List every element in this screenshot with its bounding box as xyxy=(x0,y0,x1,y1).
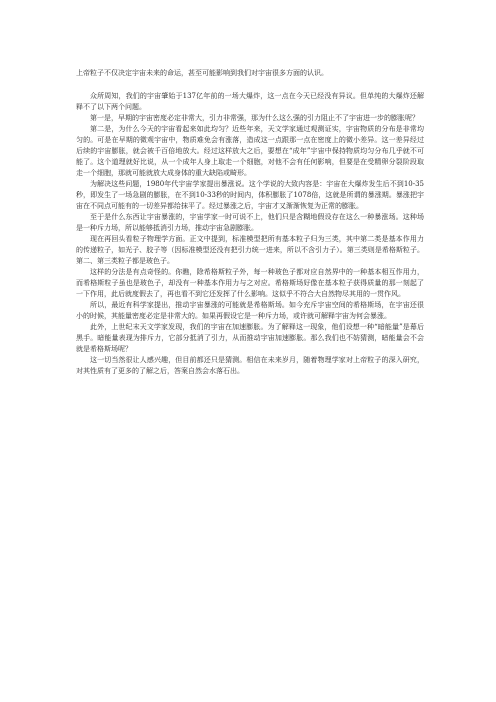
paragraph-2: 第一是，早期的宇宙密度必定非常大，引力非常强，那为什么这么强的引力阻止不了宇宙进一步的膨胀呢？ xyxy=(90,114,419,122)
paragraph-7: 这样的分法是有点奇怪的。你瞧，除希格斯粒子外，每一种玻色子都对应自然界中的一种基本相互作用力，而希格斯粒子虽也是玻色子，却没有一种基本作用力与之对应。希格斯场好像在基本粒子获得质量的那一刻起了一下作用，此后就度假去了，再也看不到它还发挥了什么影响。这似乎不符合大自然物尽其用的一贯作风。 xyxy=(76,268,424,298)
paragraph-5: 至于是什么东西让宇宙暴涨的，宇宙学家一时可说不上，他们只是含糊地假设存在这么一种暴涨场。这种场是一种斥力场，所以能够抵消引力场，推动宇宙急剧膨胀。 xyxy=(76,213,424,232)
paragraph-10: 这一切当然很让人感兴趣，但目前都还只是猜测。相信在未来岁月，随着物理学家对上帝粒子的深入研究，对其性质有了更多的了解之后，答案自然会水落石出。 xyxy=(76,356,424,375)
paragraph-6: 现在再回头看粒子物理学方面。正文中提到，标准模型把所有基本粒子归为三类，其中第二类是基本作用力的传递粒子，如光子、胶子等（因标准模型还没有把引力统一进来，所以不含引力子）。第三类则是希格斯粒子。第二、第三类粒子都是玻色子。 xyxy=(76,235,424,265)
paragraph-8: 所以，最近有科学家提出，推动宇宙暴涨的可能就是希格斯场。如今充斥宇宙空间的希格斯场，在宇宙还很小的时候，其能量密度必定是非常大的。如果再假设它是一种斥力场，或许就可解释宇宙为何会暴涨。 xyxy=(76,301,424,320)
paragraph-1: 众所周知，我们的宇宙肇始于137亿年前的一场大爆炸，这一点在今天已经没有异议。但单纯的大爆炸还解释不了以下两个问题。 xyxy=(76,92,424,111)
paragraph-9: 此外，上世纪末天文学家发现，我们的宇宙在加速膨胀。为了解释这一现象，他们设想一种“暗能量”是幕后黑手。暗能量表现为排斥力，它部分抵消了引力，从而推动宇宙加速膨胀。那么我们也不妨猜测，暗能量会不会就是希格斯场呢？ xyxy=(76,323,424,353)
paragraph-4: 为解决这些问题，1980年代宇宙学家提出暴涨说。这个学说的大致内容是：宇宙在大爆炸发生后不到10-35秒，即发生了一场急剧的膨胀，在不到10-33秒的时间内，体积膨胀了1078倍，这就是所谓的暴涨期。暴涨把宇宙在不同点可能有的一切差异都给抹平了。经过暴涨之后，宇宙才又渐渐恢复为正常的膨胀。 xyxy=(76,180,424,210)
intro-line: 上帝粒子不仅决定宇宙未来的命运，甚至可能影响到我们对宇宙很多方面的认识。 xyxy=(76,69,328,77)
paragraph-3: 第二是，为什么今天的宇宙看起来如此均匀？近些年来，天文学家通过观测证实，宇宙物质的分布是非常均匀的。可是在早期的微观宇宙中，物质难免会有涨落，造成这一点跟那一点在密度上的微小差异。这一差异经过后续的宇宙膨胀，就会被千百倍地放大。经过这样放大之后，要想在“成年”宇宙中保持物质均匀分布几乎就不可能了。这个道理就好比说，从一个成年人身上取走一个细胞，对他不会有任何影响，但要是在受精卵分裂阶段取走一个细胞，那就可能就放大成身体的重大缺陷或畸形。 xyxy=(76,125,424,177)
article-body xyxy=(76,68,424,377)
